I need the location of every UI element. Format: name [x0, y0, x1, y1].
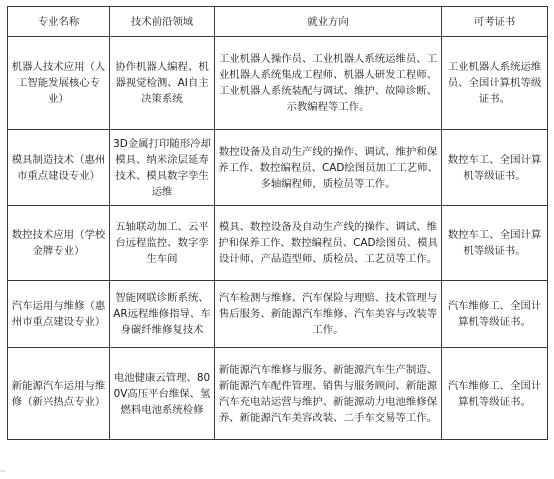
header-cert: 可考证书 [442, 7, 548, 37]
career-cell: 汽车检测与维修、汽车保险与理赔、技术管理与售后服务、新能源汽车维修、汽车美容与改装等工作。 [215, 281, 442, 348]
frontier-cell: 电池健康云管理、800V高压平台维保、氢燃料电池系统检修 [110, 348, 215, 440]
career-cell: 模具、数控设备及自动生产线的操作、调试、维护和保养工作、数控编程员、CAD绘图员、模具设计师、产品造型师、质检员、工艺员等工作。 [215, 206, 442, 281]
career-cell: 新能源汽车维修与服务、新能源汽车生产制造、新能源汽车配件管理、销售与服务顾问、新能源汽车充电站运营与维护、新能源动力电池维修保养、新能源汽车美容改装、二手车交易等工作。 [215, 348, 442, 440]
header-career: 就业方向 [215, 7, 442, 37]
header-frontier: 技术前沿领域 [110, 7, 215, 37]
career-cell: 数控设备及自动生产线的操作、调试、维护和保养工作、数控编程员、CAD绘图员加工工艺师、多轴编程师，质检员等工作。 [215, 130, 442, 206]
table-row [8, 348, 548, 440]
major-cell: 机器人技术应用（人工智能发展核心专业） [8, 37, 110, 130]
cert-cell: 工业机器人系统运维员、全国计算机等级证书。 [442, 37, 548, 130]
career-cell: 工业机器人操作员、工业机器人系统运维员、工业机器人系统集成工程师、机器人研发工程师、工业机器人系统装配与调试、维护、故障诊断、示教编程等工作。 [215, 37, 442, 130]
table-row [8, 281, 548, 348]
majors-table [7, 6, 548, 440]
frontier-cell: 五轴联动加工、云平台远程监控、数字孪生车间 [110, 206, 215, 281]
header-major: 专业名称 [8, 7, 110, 37]
major-cell: 新能源汽车运用与维修（新兴热点专业） [8, 348, 110, 440]
header-row [8, 7, 548, 37]
table-row [8, 37, 548, 130]
cert-cell: 汽车维修工、全国计算机等级证书。 [442, 348, 548, 440]
cert-cell: 数控车工、全国计算机等级证书。 [442, 206, 548, 281]
frontier-cell: 协作机器人编程、机器视觉检测、AI自主决策系统 [110, 37, 215, 130]
cert-cell: 汽车维修工、全国计算机等级证书。 [442, 281, 548, 348]
major-cell: 模具制造技术（惠州市重点建设专业） [8, 130, 110, 206]
cert-cell: 数控车工、全国计算机等级证书。 [442, 130, 548, 206]
frontier-cell: 智能网联诊断系统、AR远程维修指导、车身碳纤维修复技术 [110, 281, 215, 348]
table-row [8, 206, 548, 281]
footer-mark: ·· [0, 467, 6, 476]
major-cell: 汽车运用与维修（惠州市重点建设专业） [8, 281, 110, 348]
table-row [8, 130, 548, 206]
frontier-cell: 3D金属打印随形冷却模具、纳米涂层延寿技术、模具数字孪生运维 [110, 130, 215, 206]
major-cell: 数控技术应用（学校金牌专业） [8, 206, 110, 281]
